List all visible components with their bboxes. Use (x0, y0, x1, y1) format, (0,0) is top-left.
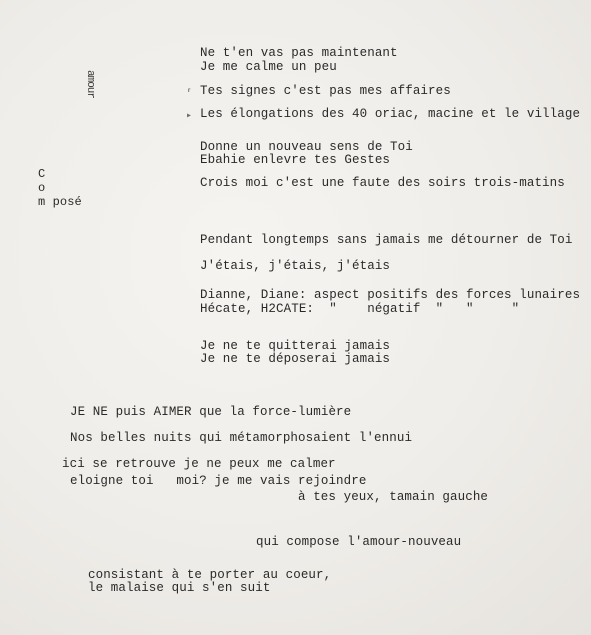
poem-line: qui compose l'amour-nouveau (256, 535, 462, 549)
poem-line: Hécate, H2CATE: " négatif " " " (200, 302, 520, 316)
poem-line: Donne un nouveau sens de Toi (200, 140, 413, 154)
poem-line: Crois moi c'est une faute des soirs trois-matins (200, 176, 565, 190)
poem-line: à tes yeux, tamain gauche (298, 490, 489, 504)
margin-vertical-word: amour (84, 70, 96, 99)
poem-line: Les élongations des 40 oriac, macine et le village (200, 107, 581, 121)
poem-line: Je ne te déposerai jamais (200, 352, 391, 366)
margin-mark-2: ▸ (186, 111, 193, 122)
margin-o: o (38, 181, 46, 195)
margin-c: C (38, 167, 46, 181)
poem-line: Dianne, Diane: aspect positifs des forces lunaires (200, 288, 581, 302)
poem-line: Nos belles nuits qui métamorphosaient l'ennui (70, 431, 413, 445)
poem-line: Tes signes c'est pas mes affaires (200, 84, 451, 98)
poem-line: Ne t'en vas pas maintenant (200, 46, 398, 60)
margin-m-pose: m posé (38, 195, 82, 209)
poem-line: JE NE puis AIMER que la force-lumière (70, 405, 352, 419)
poem-line: Pendant longtemps sans jamais me détourner de Toi (200, 233, 573, 247)
poem-line: eloigne toi moi? je me vais rejoindre (70, 474, 367, 488)
poem-line: Je ne te quitterai jamais (200, 339, 391, 353)
poem-line: Je me calme un peu (200, 60, 337, 74)
poem-line: J'étais, j'étais, j'étais (200, 259, 391, 273)
poem-line: ici se retrouve je ne peux me calmer (62, 457, 336, 471)
poem-line: le malaise qui s'en suit (88, 581, 271, 595)
poem-line: Ebahie enlevre tes Gestes (200, 153, 391, 167)
margin-mark-1: ⸢ (186, 89, 193, 100)
poem-line: consistant à te porter au coeur, (88, 568, 332, 582)
